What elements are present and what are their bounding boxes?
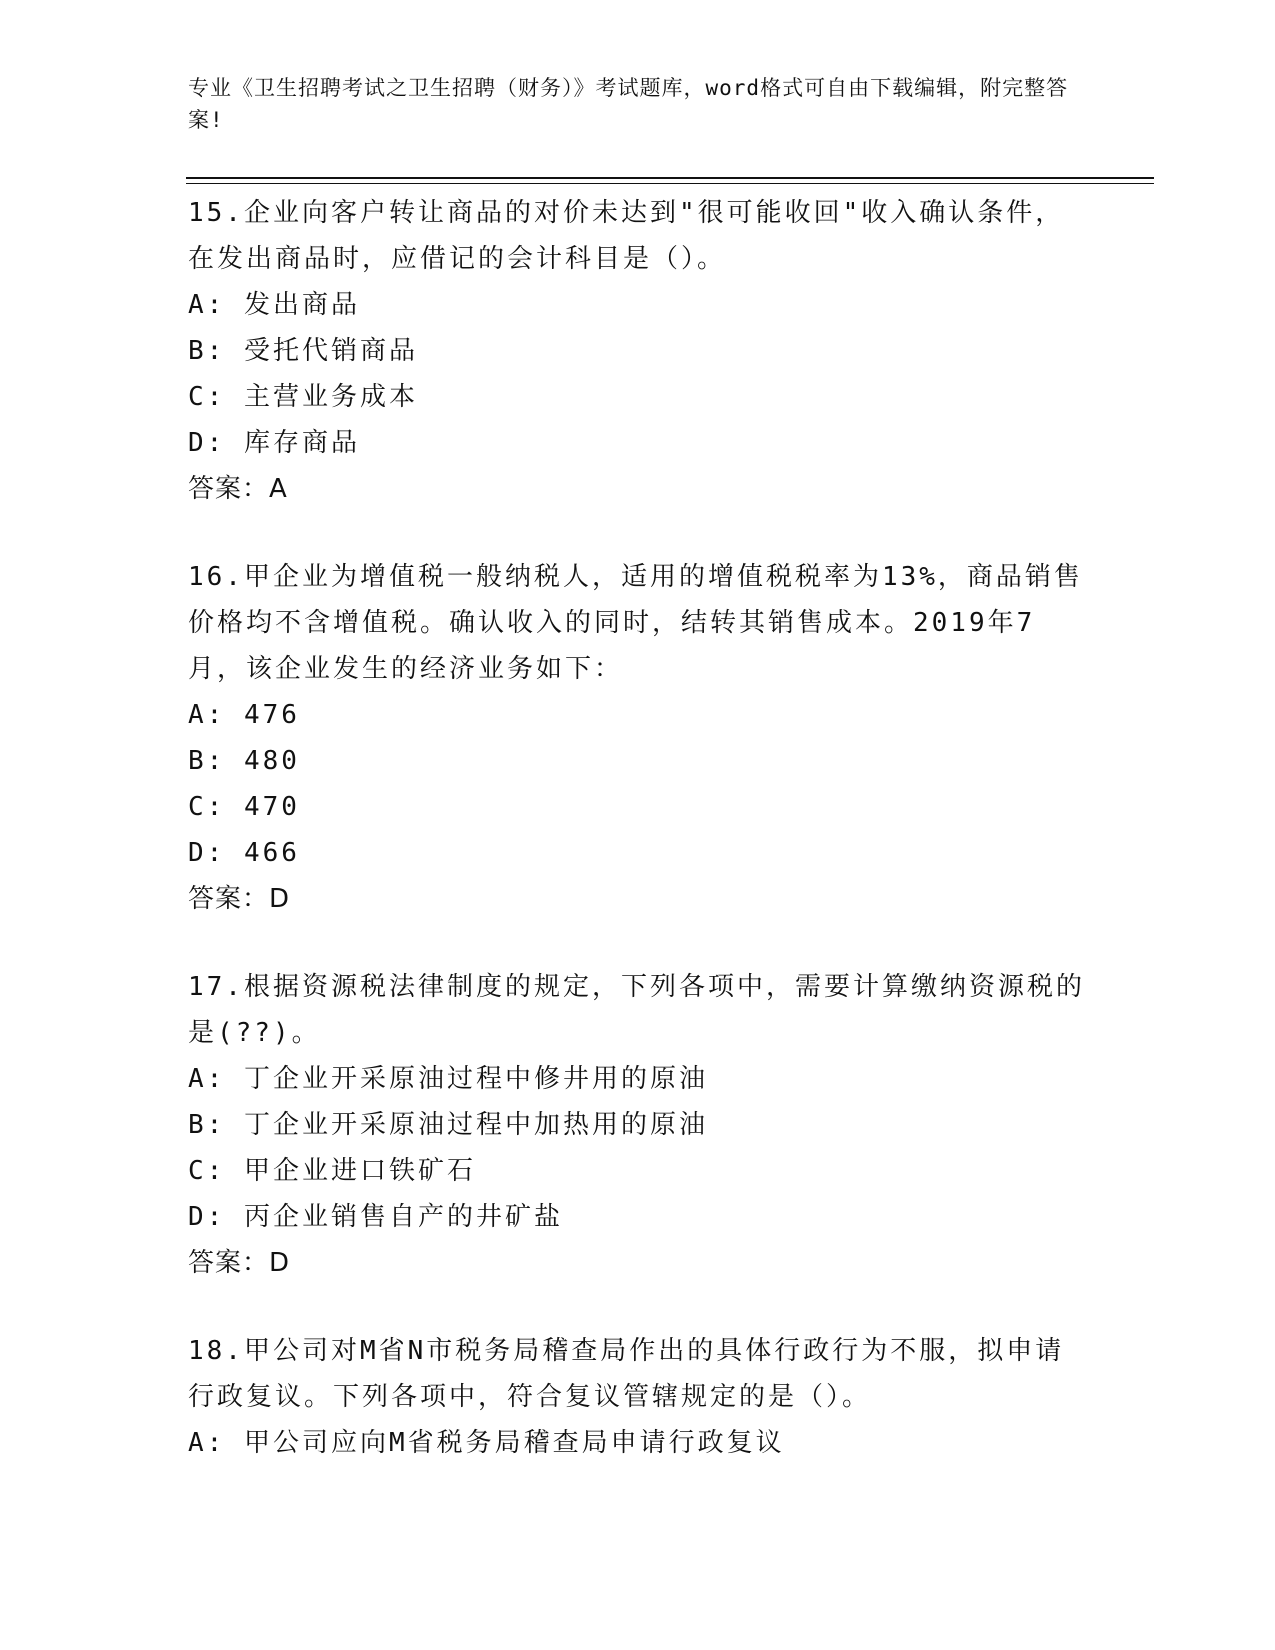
question-stem: 15.企业向客户转让商品的对价未达到"很可能收回"收入确认条件，在发出商品时，应借记的会计科目是（）。: [188, 198, 1065, 274]
option-a: A: 丁企业开采原油过程中修井用的原油: [188, 1064, 708, 1094]
option-c: C: 主营业务成本: [188, 382, 418, 412]
header-divider-thick: [186, 177, 1154, 179]
question-17: [188, 964, 1088, 1286]
option-d: D: 466: [188, 838, 300, 868]
option-b: B: 480: [188, 746, 300, 776]
document-header: 专业《卫生招聘考试之卫生招聘（财务）》考试题库，word格式可自由下载编辑，附完整答案!: [188, 76, 1069, 132]
answer-line: 答案：D: [188, 884, 291, 914]
question-stem: 18.甲公司对M省N市税务局稽查局作出的具体行政行为不服，拟申请行政复议。下列各项中，符合复议管辖规定的是（）。: [188, 1336, 1065, 1412]
option-c: C: 470: [188, 792, 300, 822]
answer-line: 答案：D: [188, 1248, 291, 1278]
option-b: B: 丁企业开采原油过程中加热用的原油: [188, 1110, 708, 1140]
option-d: D: 库存商品: [188, 428, 360, 458]
header-divider-thin: [186, 183, 1154, 184]
question-16: [188, 554, 1088, 922]
question-stem: 17.根据资源税法律制度的规定，下列各项中，需要计算缴纳资源税的是(??)。: [188, 972, 1085, 1048]
question-15: [188, 190, 1088, 512]
answer-line: 答案：A: [188, 474, 288, 504]
option-d: D: 丙企业销售自产的井矿盐: [188, 1202, 563, 1232]
option-c: C: 甲企业进口铁矿石: [188, 1156, 476, 1186]
question-stem: 16.甲企业为增值税一般纳税人，适用的增值税税率为13%，商品销售价格均不含增值税。确认收入的同时，结转其销售成本。2019年7月，该企业发生的经济业务如下：: [188, 562, 1083, 684]
option-a: A: 甲公司应向M省税务局稽查局申请行政复议: [188, 1428, 785, 1458]
question-18: [188, 1328, 1088, 1466]
option-a: A: 476: [188, 700, 300, 730]
option-b: B: 受托代销商品: [188, 336, 418, 366]
option-a: A: 发出商品: [188, 290, 360, 320]
question-list: [188, 190, 1088, 1466]
